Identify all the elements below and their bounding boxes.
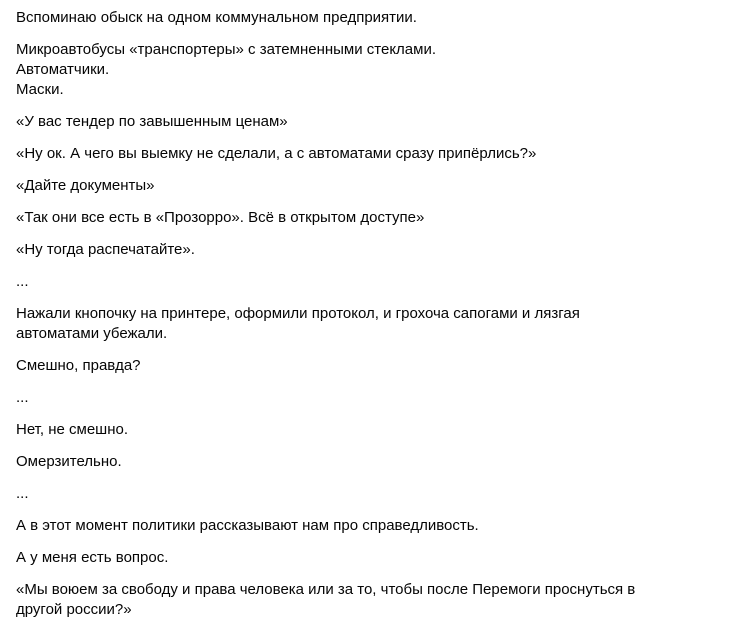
post-body bbox=[16, 8, 741, 632]
paragraph-3 bbox=[16, 112, 741, 132]
paragraph-13 bbox=[16, 452, 741, 472]
paragraph-1 bbox=[16, 8, 741, 28]
paragraph-14 bbox=[16, 484, 741, 504]
paragraph-line: Микроавтобусы «транспортеры» с затемненными стеклами. bbox=[16, 41, 436, 58]
paragraph-line: Маски. bbox=[16, 81, 64, 98]
paragraph-12 bbox=[16, 420, 741, 440]
paragraph-17 bbox=[16, 580, 741, 620]
paragraph-line: Нет, не смешно. bbox=[16, 421, 128, 438]
paragraph-10 bbox=[16, 356, 741, 376]
paragraph-line: Нажали кнопочку на принтере, оформили протокол, и грохоча сапогами и лязгая bbox=[16, 305, 580, 322]
paragraph-line: Автоматчики. bbox=[16, 61, 110, 78]
paragraph-16 bbox=[16, 548, 741, 568]
paragraph-2 bbox=[16, 40, 741, 100]
paragraph-line: «Мы воюем за свободу и права человека или за то, чтобы после Перемоги проснуться в bbox=[16, 581, 636, 598]
paragraph-line: Вспоминаю обыск на одном коммунальном предприятии. bbox=[16, 9, 417, 26]
paragraph-11 bbox=[16, 388, 741, 408]
paragraph-line: «Дайте документы» bbox=[16, 177, 155, 194]
paragraph-line: «Так они все есть в «Прозорро». Всё в открытом доступе» bbox=[16, 209, 425, 226]
paragraph-8 bbox=[16, 272, 741, 292]
paragraph-4 bbox=[16, 144, 741, 164]
paragraph-line: «Ну ок. А чего вы выемку не сделали, а с автоматами сразу припёрлись?» bbox=[16, 145, 537, 162]
paragraph-7 bbox=[16, 240, 741, 260]
paragraph-line: Смешно, правда? bbox=[16, 357, 141, 374]
ellipsis-line: ... bbox=[16, 273, 29, 290]
paragraph-line: А в этот момент политики рассказывают нам про справедливость. bbox=[16, 517, 479, 534]
ellipsis-line: ... bbox=[16, 485, 29, 502]
ellipsis-line: ... bbox=[16, 389, 29, 406]
paragraph-line: автоматами убежали. bbox=[16, 325, 168, 342]
paragraph-line: другой россии?» bbox=[16, 601, 132, 618]
paragraph-5 bbox=[16, 176, 741, 196]
paragraph-line: Омерзительно. bbox=[16, 453, 122, 470]
paragraph-line: «Ну тогда распечатайте». bbox=[16, 241, 195, 258]
paragraph-line: «У вас тендер по завышенным ценам» bbox=[16, 113, 288, 130]
paragraph-15 bbox=[16, 516, 741, 536]
paragraph-line: А у меня есть вопрос. bbox=[16, 549, 169, 566]
paragraph-9 bbox=[16, 304, 741, 344]
paragraph-6 bbox=[16, 208, 741, 228]
